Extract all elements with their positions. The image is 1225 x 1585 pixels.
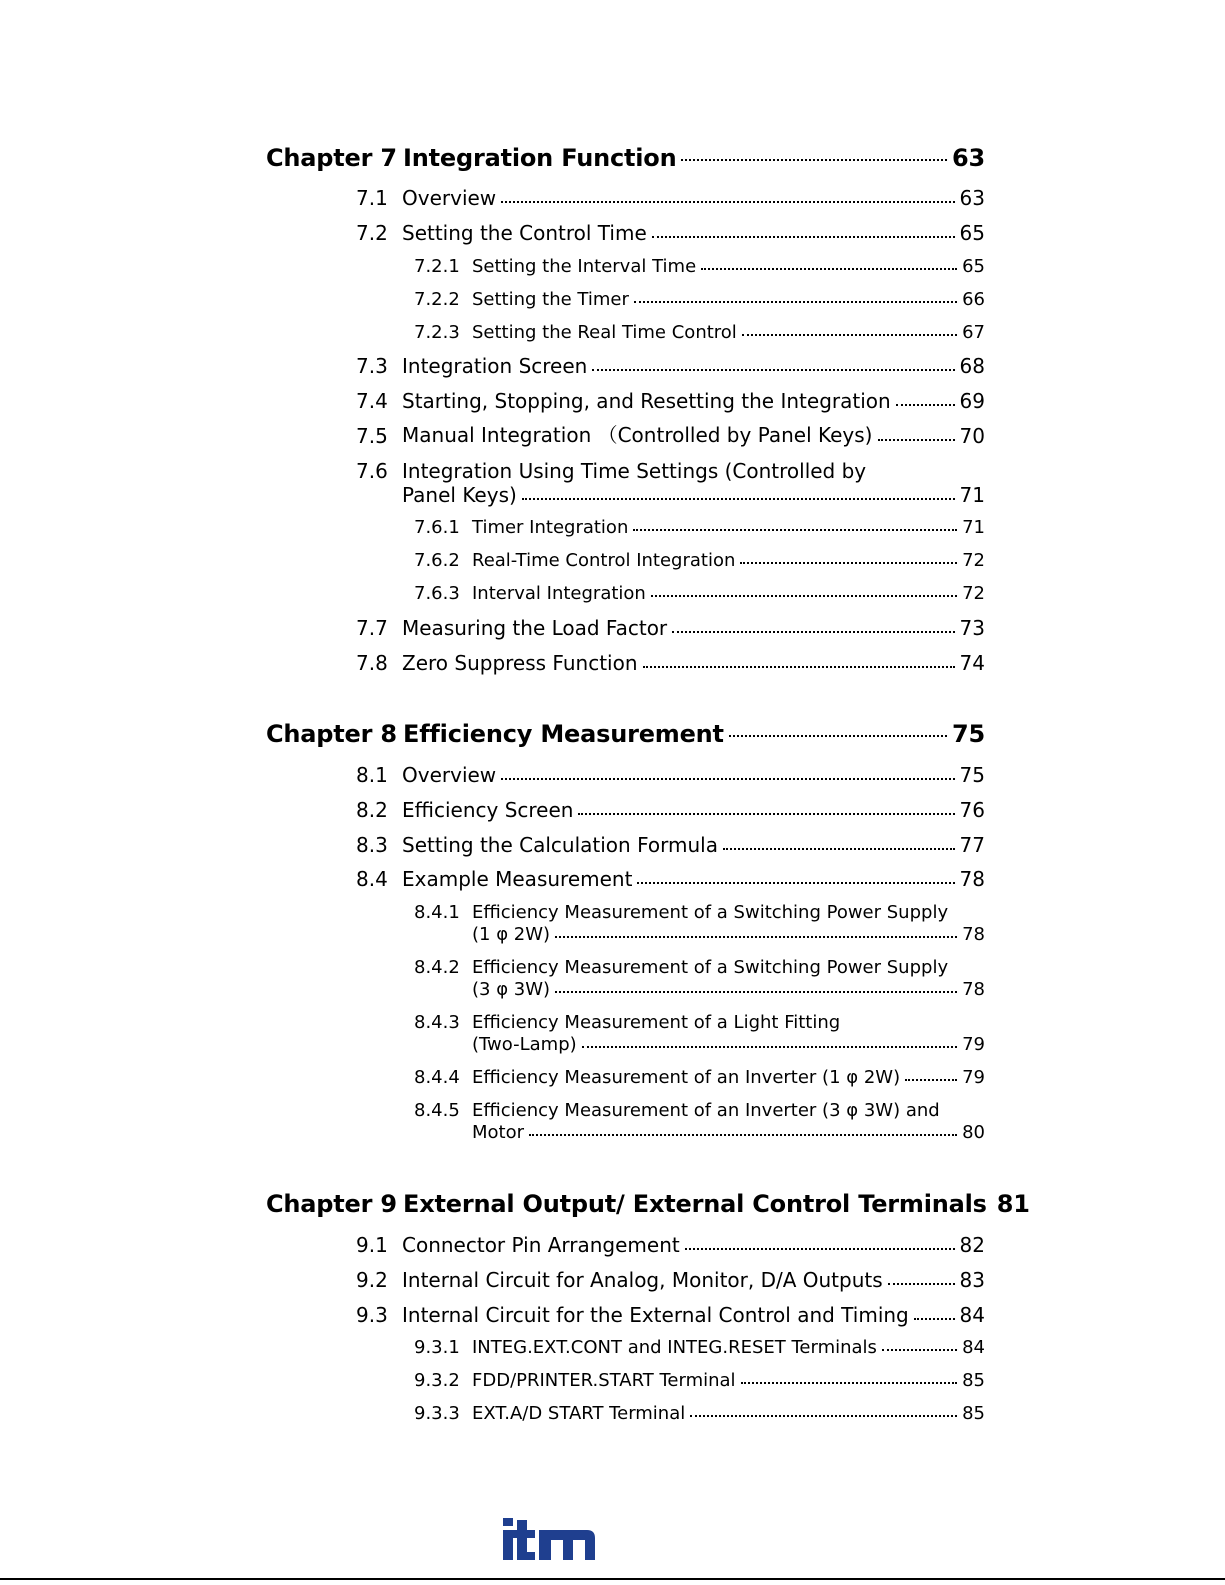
dot-leader <box>592 369 954 371</box>
section-title: Setting the Calculation Formula <box>402 833 718 857</box>
page-number: 78 <box>959 867 985 891</box>
subsection-title-line1: Efficiency Measurement of a Switching Power Supply <box>472 957 949 978</box>
toc-subsection-continuation[interactable] <box>472 919 985 945</box>
section-title: Manual Integration （Controlled by Panel Keys) <box>402 423 873 447</box>
page-number: 75 <box>952 720 985 748</box>
page-number: 68 <box>959 354 985 378</box>
toc-section[interactable] <box>356 1227 985 1257</box>
section-number: 7.6 <box>356 459 388 483</box>
toc-subsection[interactable] <box>414 1365 985 1391</box>
page-number: 85 <box>962 1370 985 1391</box>
dot-leader <box>729 735 947 737</box>
dot-leader <box>701 268 957 270</box>
dot-leader <box>555 936 957 938</box>
section-number: 8.2 <box>356 798 388 822</box>
subsection-title: Real-Time Control Integration <box>472 550 736 571</box>
toc-subsection[interactable] <box>414 578 985 604</box>
section-title: Zero Suppress Function <box>402 651 638 675</box>
page-number: 84 <box>962 1337 985 1358</box>
dot-leader <box>878 439 955 441</box>
section-number: 7.8 <box>356 651 388 675</box>
toc-section[interactable] <box>356 792 985 822</box>
dot-leader <box>741 1382 958 1384</box>
toc-section[interactable] <box>356 757 985 787</box>
section-number: 9.1 <box>356 1233 388 1257</box>
subsection-title: Setting the Interval Time <box>472 256 697 277</box>
toc-subsection-continuation[interactable] <box>472 974 985 1000</box>
dot-leader <box>634 301 957 303</box>
chapter-title: Integration Function <box>403 144 677 172</box>
subsection-title: Setting the Timer <box>472 289 629 310</box>
subsection-number: 9.3.2 <box>414 1370 460 1391</box>
section-title: Setting the Control Time <box>402 221 647 245</box>
chapter-title: Efficiency Measurement <box>403 720 724 748</box>
subsection-number: 7.6.1 <box>414 517 460 538</box>
dot-leader <box>742 334 957 336</box>
dot-leader <box>652 236 955 238</box>
toc-section[interactable] <box>356 645 985 675</box>
section-title: Internal Circuit for the External Control and Timing <box>402 1303 909 1327</box>
section-number: 7.3 <box>356 354 388 378</box>
section-title: Starting, Stopping, and Resetting the Integration <box>402 389 891 413</box>
dot-leader <box>529 1134 957 1136</box>
page-number: 84 <box>959 1303 985 1327</box>
subsection-number: 7.2.1 <box>414 256 460 277</box>
toc-section[interactable] <box>356 418 985 448</box>
subsection-number: 8.4.5 <box>414 1100 460 1121</box>
toc-subsection[interactable] <box>414 251 985 277</box>
section-number: 8.3 <box>356 833 388 857</box>
subsection-title: Interval Integration <box>472 583 646 604</box>
toc-chapter-heading[interactable] <box>266 1178 1030 1218</box>
chapter-label: Chapter 8 <box>266 720 397 748</box>
page-number: 72 <box>962 550 985 571</box>
subsection-title: Setting the Real Time Control <box>472 322 737 343</box>
section-number: 9.2 <box>356 1268 388 1292</box>
dot-leader <box>522 498 955 500</box>
page-number: 74 <box>959 651 985 675</box>
chapter-label: Chapter 7 <box>266 144 397 172</box>
toc-chapter-heading[interactable] <box>266 708 985 748</box>
subsection-title-line1: Efficiency Measurement of an Inverter (3 φ 3W) and <box>472 1100 940 1121</box>
subsection-number: 7.2.2 <box>414 289 460 310</box>
dot-leader <box>578 813 954 815</box>
page-number: 71 <box>959 483 985 507</box>
toc-subsection-continuation[interactable] <box>472 1029 985 1055</box>
toc-subsection[interactable] <box>414 317 985 343</box>
subsection-title: (1 φ 2W) <box>472 924 551 945</box>
toc-section-continuation[interactable] <box>402 477 985 507</box>
dot-leader <box>905 1079 957 1081</box>
toc-section[interactable] <box>356 1297 985 1327</box>
dot-leader <box>637 882 954 884</box>
section-title: Overview <box>402 763 497 787</box>
toc-section[interactable] <box>356 180 985 210</box>
dot-leader <box>501 201 954 203</box>
section-number: 7.1 <box>356 186 388 210</box>
subsection-title: Timer Integration <box>472 517 629 538</box>
section-title-line1: Integration Using Time Settings (Controlled by <box>402 459 867 483</box>
subsection-title: FDD/PRINTER.START Terminal <box>472 1370 736 1391</box>
section-title: Connector Pin Arrangement <box>402 1233 680 1257</box>
chapter-label: Chapter 9 <box>266 1190 397 1218</box>
subsection-number: 8.4.3 <box>414 1012 460 1033</box>
itm-logo <box>503 1518 595 1560</box>
page-number: 70 <box>959 424 985 448</box>
page-number: 81 <box>996 1190 1030 1218</box>
toc-subsection[interactable] <box>414 1332 985 1358</box>
page-number: 83 <box>959 1268 985 1292</box>
section-title: Panel Keys) <box>402 483 517 507</box>
dot-leader <box>888 1283 955 1285</box>
section-number: 7.2 <box>356 221 388 245</box>
page-number: 85 <box>962 1403 985 1424</box>
toc-section[interactable] <box>356 861 985 891</box>
dot-leader <box>582 1046 957 1048</box>
section-title: Overview <box>402 186 497 210</box>
section-title: Measuring the Load Factor <box>402 616 668 640</box>
page-number: 82 <box>959 1233 985 1257</box>
page-number: 63 <box>952 144 985 172</box>
dot-leader <box>914 1318 955 1320</box>
section-number: 7.4 <box>356 389 388 413</box>
page-number: 63 <box>959 186 985 210</box>
page-number: 79 <box>962 1067 985 1088</box>
itm-logo-mark <box>503 1518 595 1560</box>
page-number: 65 <box>962 256 985 277</box>
section-number: 7.5 <box>356 424 388 448</box>
dot-leader <box>681 159 947 161</box>
section-title: Efficiency Screen <box>402 798 574 822</box>
toc-section[interactable] <box>356 1262 985 1292</box>
toc-chapter-heading[interactable] <box>266 132 985 172</box>
dot-leader <box>723 848 955 850</box>
section-title: Example Measurement <box>402 867 633 891</box>
page-number: 76 <box>959 798 985 822</box>
section-number: 7.7 <box>356 616 388 640</box>
dot-leader <box>555 991 957 993</box>
toc-subsection[interactable] <box>414 512 985 538</box>
toc-subsection[interactable] <box>414 1062 985 1088</box>
subsection-number: 7.2.3 <box>414 322 460 343</box>
page-number: 75 <box>959 763 985 787</box>
subsection-number: 9.3.1 <box>414 1337 460 1358</box>
subsection-number: 7.6.2 <box>414 550 460 571</box>
toc-subsection[interactable] <box>414 1398 985 1424</box>
section-number: 8.4 <box>356 867 388 891</box>
subsection-title-line1: Efficiency Measurement of a Light Fitting <box>472 1012 841 1033</box>
page-number: 78 <box>962 924 985 945</box>
subsection-number: 8.4.1 <box>414 902 460 923</box>
dot-leader <box>643 666 955 668</box>
page-number: 67 <box>962 322 985 343</box>
section-number: 9.3 <box>356 1303 388 1327</box>
page-number: 65 <box>959 221 985 245</box>
subsection-title: (3 φ 3W) <box>472 979 551 1000</box>
subsection-number: 7.6.3 <box>414 583 460 604</box>
subsection-title-line1: Efficiency Measurement of a Switching Power Supply <box>472 902 949 923</box>
dot-leader <box>690 1415 957 1417</box>
toc-subsection-continuation[interactable] <box>472 1117 985 1143</box>
toc-subsection[interactable] <box>414 284 985 310</box>
dot-leader <box>740 562 957 564</box>
page-number: 78 <box>962 979 985 1000</box>
subsection-number: 9.3.3 <box>414 1403 460 1424</box>
subsection-title: Efficiency Measurement of an Inverter (1 φ 2W) <box>472 1067 901 1088</box>
footer-rule <box>0 1578 1225 1580</box>
page-number: 80 <box>962 1122 985 1143</box>
chapter-title: External Output/ External Control Terminals <box>403 1190 987 1218</box>
dot-leader <box>896 404 955 406</box>
section-title: Internal Circuit for Analog, Monitor, D/A Outputs <box>402 1268 883 1292</box>
toc-section[interactable] <box>356 348 985 378</box>
page-number: 77 <box>959 833 985 857</box>
dot-leader <box>633 529 957 531</box>
dot-leader <box>685 1248 955 1250</box>
dot-leader <box>882 1349 957 1351</box>
toc-section[interactable] <box>356 383 985 413</box>
subsection-number: 8.4.4 <box>414 1067 460 1088</box>
toc-section[interactable] <box>356 215 985 245</box>
toc-section[interactable] <box>356 610 985 640</box>
page-number: 71 <box>962 517 985 538</box>
subsection-number: 8.4.2 <box>414 957 460 978</box>
page-number: 66 <box>962 289 985 310</box>
dot-leader <box>651 595 957 597</box>
page-number: 69 <box>959 389 985 413</box>
toc-section[interactable] <box>356 827 985 857</box>
subsection-title: Motor <box>472 1122 525 1143</box>
subsection-title: (Two-Lamp) <box>472 1034 577 1055</box>
dot-leader <box>672 631 954 633</box>
page-number: 72 <box>962 583 985 604</box>
section-number: 8.1 <box>356 763 388 787</box>
toc-subsection[interactable] <box>414 545 985 571</box>
dot-leader <box>501 778 954 780</box>
page-number: 73 <box>959 616 985 640</box>
page-number: 79 <box>962 1034 985 1055</box>
section-title: Integration Screen <box>402 354 588 378</box>
subsection-title: EXT.A/D START Terminal <box>472 1403 686 1424</box>
subsection-title: INTEG.EXT.CONT and INTEG.RESET Terminals <box>472 1337 877 1358</box>
